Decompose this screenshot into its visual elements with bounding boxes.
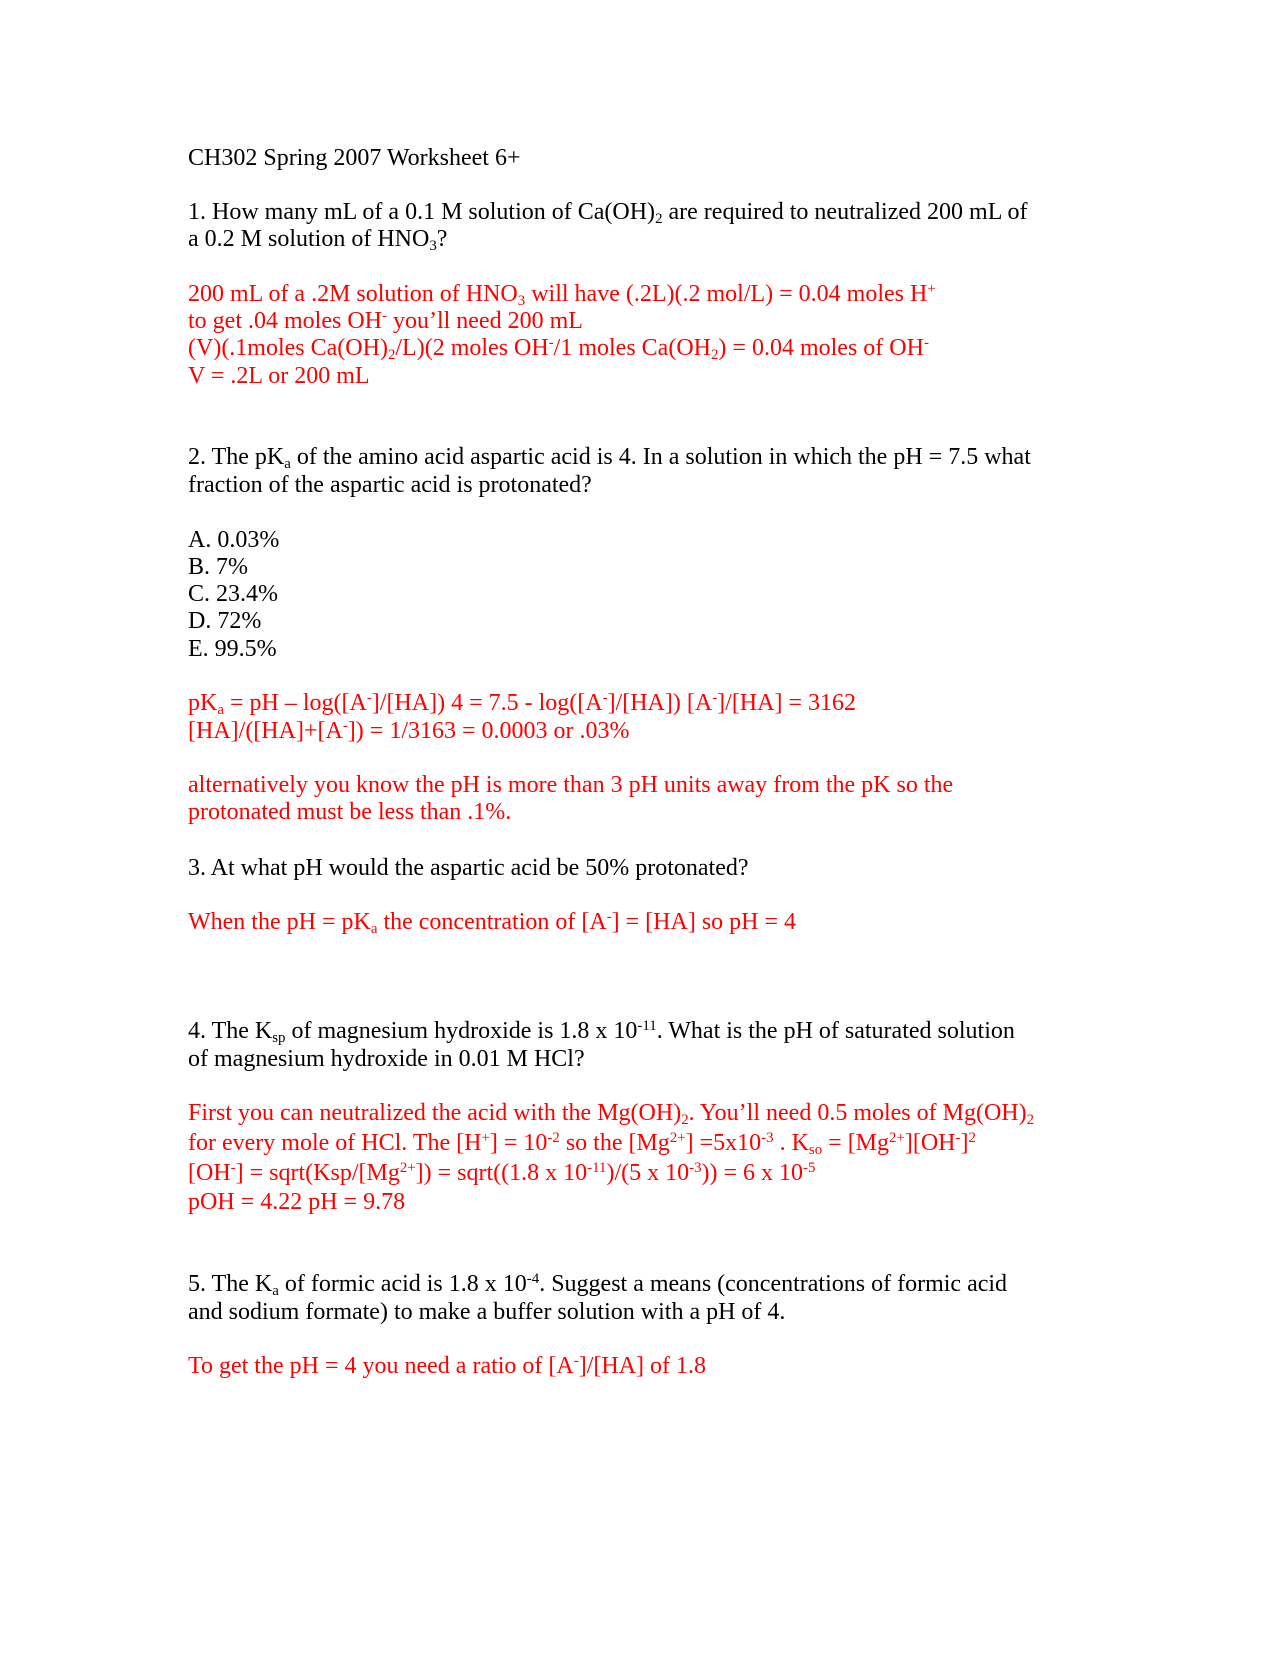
q2-answer-line-4: protonated must be less than .1%. <box>188 799 512 825</box>
q5-answer-line-1: To get the pH = 4 you need a ratio of [A-]/[HA] of 1.8 <box>188 1352 707 1379</box>
q2-option-b: B. 7% <box>188 554 248 580</box>
q2-line-1: 2. The $pK_a$ of the amino acid aspartic acid is 4. In a solution in which the pH = 7.5 what <box>188 444 1031 473</box>
q2-answer-line-2: [HA]/([HA]+[A-]) = 1/3163 = 0.0003 or .03% <box>188 717 630 744</box>
q4-answer-line-3: $[OH^-] = sqrt(Ksp/[Mg^{2+}])$ = sqrt((1.8 x $10^{-11})/(5$ x $10^{-3})) = 6$ x $10^{-5}$ <box>188 1159 816 1186</box>
q1-answer-line-1: 200 mL of a .2M solution of $HNO_3$ will have (.2L)(.2 mol/L) = 0.04 moles H+ <box>188 280 936 310</box>
q1-answer-line-2: to get .04 moles OH- you’ll need 200 mL <box>188 307 583 334</box>
q4-answer-line-1: First you can neutralized the acid with the $Mg(OH)_2$. You’ll need 0.5 moles of $Mg(OH)_2$ <box>188 1100 1035 1129</box>
q5-line-2: and sodium formate) to make a buffer solution with a pH of 4. <box>188 1299 786 1325</box>
q4-line-1: 4. The $K_{sp}$ of magnesium hydroxide is 1.8 x $10^{-11}$. What is the pH of saturated solution <box>188 1017 1015 1047</box>
q4-answer-line-2: for every mole of HCl. The $[H^+] = 10^{-2}$ so the $[Mg^{2+}] =5x10^{-3}$ . $K_{so} = [Mg^{2+}][OH^-]^2$ <box>188 1129 976 1159</box>
q2-line-2: fraction of the aspartic acid is protonated? <box>188 472 592 498</box>
q4-line-2: of magnesium hydroxide in 0.01 M HCl? <box>188 1046 585 1072</box>
worksheet-title: CH302 Spring 2007 Worksheet 6+ <box>188 145 521 171</box>
q1-answer-line-3: (V)(.1moles $Ca(OH)_2/L)(2$ moles OH-/1 moles $Ca(OH_2) = 0.04$ moles of OH- <box>188 334 929 364</box>
q4-answer-line-4: pOH = 4.22 pH = 9.78 <box>188 1189 406 1215</box>
q2-option-a: A. 0.03% <box>188 527 280 553</box>
q2-option-c: C. 23.4% <box>188 581 278 607</box>
q1-line-2: a 0.2 M solution of $HNO_3$? <box>188 226 448 255</box>
q1-answer-line-4: V = .2L or 200 mL <box>188 363 370 389</box>
q2-option-d: D. 72% <box>188 608 262 634</box>
q2-option-e: E. 99.5% <box>188 636 277 662</box>
q2-answer-line-3: alternatively you know the pH is more than 3 pH units away from the pK so the <box>188 772 954 798</box>
q3-line-1: 3. At what pH would the aspartic acid be 50% protonated? <box>188 855 749 881</box>
q5-line-1: 5. The $K_a$ of formic acid is 1.8 x $10^{-4}$. Suggest a means (concentrations of formic acid <box>188 1270 1008 1300</box>
q3-answer-line-1: When the pH = $pK_a$ the concentration of [A-] = [HA] so pH = 4 <box>188 908 797 938</box>
q2-answer-line-1: $pK_a$ = pH – log([A-]/[HA]) 4 = 7.5 - log([A-]/[HA]) [A-]/[HA] = 3162 <box>188 689 856 719</box>
q1-line-1: 1. How many mL of a 0.1 M solution of $Ca(OH)_2$ are required to neutralized 200 mL of <box>188 199 1028 228</box>
